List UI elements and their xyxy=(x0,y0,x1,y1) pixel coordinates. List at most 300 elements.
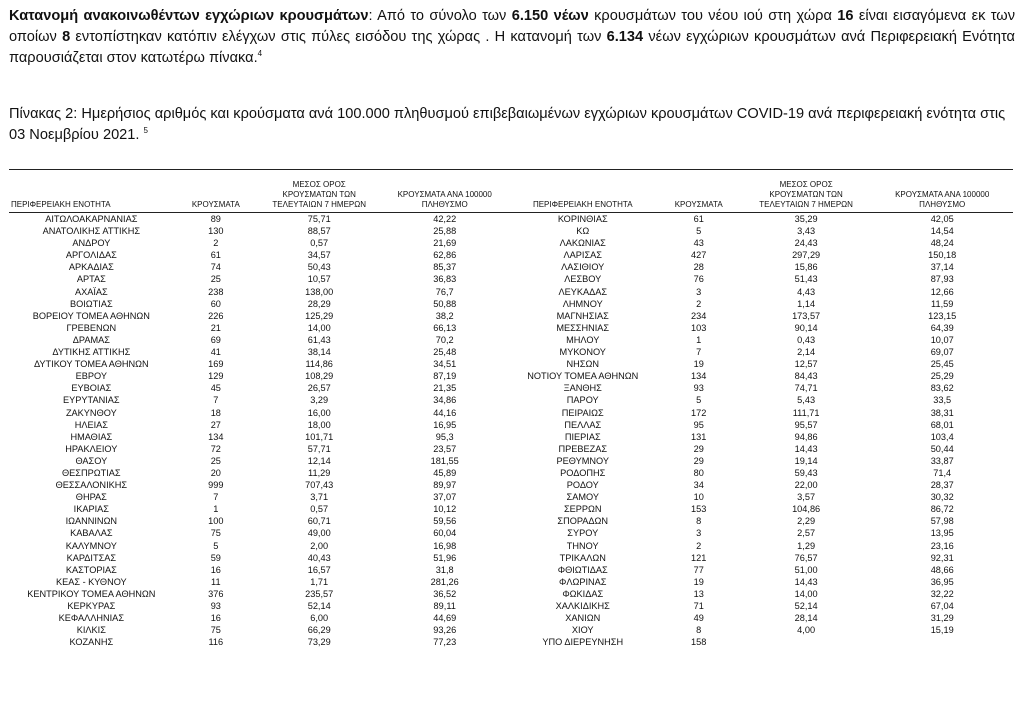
left-cases-cell: 93 xyxy=(210,601,221,611)
left-avg7-cell: 73,29 xyxy=(307,637,331,648)
table-row xyxy=(9,600,1013,612)
right-region-cell: ΣΠΟΡΑΔΩΝ xyxy=(557,516,609,527)
right-avg7-cell: 28,14 xyxy=(794,613,818,624)
left-cases-cell: 89 xyxy=(210,214,221,224)
header-per100k-left: ΚΡΟΥΣΜΑΤΑ ΑΝΑ 100000 ΠΛΗΘΥΣΜΟ xyxy=(380,170,509,213)
table-row xyxy=(9,286,1013,298)
right-region-cell: ΝΟΤΙΟΥ ΤΟΜΕΑ ΑΘΗΝΩΝ xyxy=(527,371,639,382)
right-avg7-cell: 22,00 xyxy=(794,480,818,491)
left-region-cell: ΑΡΚΑΔΙΑΣ xyxy=(68,262,114,273)
table-row xyxy=(9,407,1013,419)
right-cases-cell: 61 xyxy=(693,214,704,224)
right-cases-cell: 3 xyxy=(696,286,702,297)
right-per100k-cell: 28,37 xyxy=(930,480,954,491)
left-avg7-cell: 16,57 xyxy=(307,564,331,575)
right-avg7-cell: 4,43 xyxy=(797,286,816,297)
left-cases-cell: 75 xyxy=(210,528,221,539)
right-avg7-cell: 104,86 xyxy=(792,504,821,515)
left-cases-cell: 18 xyxy=(210,407,221,418)
left-region-cell: ΑΡΤΑΣ xyxy=(76,274,106,285)
right-per100k-cell: 123,15 xyxy=(928,310,957,321)
left-avg7-cell: 3,29 xyxy=(310,395,329,406)
left-per100k-cell: 60,04 xyxy=(433,528,457,539)
right-cases-cell: 103 xyxy=(691,322,707,333)
header-avg7-right: ΜΕΣΟΣ ΟΡΟΣ ΚΡΟΥΣΜΑΤΩΝ ΤΩΝ ΤΕΛΕΥΤΑΙΩΝ 7 ΗΜΕΡΩΝ xyxy=(741,170,872,213)
left-avg7-cell: 6,00 xyxy=(310,613,329,624)
left-per100k-cell: 21,69 xyxy=(433,238,457,249)
right-avg7-cell: 3,43 xyxy=(797,226,816,237)
left-region-cell: ΑΝΔΡΟΥ xyxy=(72,238,111,249)
right-per100k-cell: 71,4 xyxy=(933,467,952,478)
left-cases-cell: 134 xyxy=(208,431,224,442)
right-cases-cell: 121 xyxy=(691,552,707,563)
table-row xyxy=(9,455,1013,467)
table-row xyxy=(9,515,1013,527)
left-cases-cell: 27 xyxy=(210,419,221,430)
table-row xyxy=(9,624,1013,636)
left-avg7-cell: 101,71 xyxy=(305,431,334,442)
left-per100k-cell: 38,2 xyxy=(435,310,454,321)
left-per100k-cell: 16,95 xyxy=(433,419,457,430)
right-region-cell: ΚΩ xyxy=(576,226,590,237)
right-per100k-cell: 36,95 xyxy=(930,576,954,587)
right-region-cell: ΤΗΝΟΥ xyxy=(566,540,599,551)
left-region-cell: ΚΑΒΑΛΑΣ xyxy=(70,528,113,539)
right-avg7-cell: 59,43 xyxy=(794,467,818,478)
left-cases-cell: 129 xyxy=(208,371,224,382)
left-cases-cell: 238 xyxy=(208,286,224,297)
right-avg7-cell xyxy=(741,636,872,648)
table-caption xyxy=(9,104,1015,146)
table-row xyxy=(9,358,1013,370)
left-cases-cell: 45 xyxy=(210,383,221,394)
left-avg7-cell: 57,71 xyxy=(307,443,331,454)
left-region-cell: ΚΕΦΑΛΛΗΝΙΑΣ xyxy=(58,613,124,624)
right-per100k-cell: 38,31 xyxy=(930,407,954,418)
right-cases-cell: 8 xyxy=(696,625,702,636)
left-cases-cell: 60 xyxy=(210,298,221,309)
right-region-cell: ΝΗΣΩΝ xyxy=(566,359,599,370)
right-avg7-cell: 2,29 xyxy=(797,516,816,527)
left-region-cell: ΕΥΡΥΤΑΝΙΑΣ xyxy=(63,395,120,406)
table-row xyxy=(9,612,1013,624)
left-cases-cell: 100 xyxy=(208,516,224,527)
left-cases-cell: 25 xyxy=(210,274,221,285)
left-per100k-cell: 45,89 xyxy=(433,467,457,478)
left-region-cell: ΔΥΤΙΚΗΣ ΑΤΤΙΚΗΣ xyxy=(52,347,131,358)
table-row xyxy=(9,527,1013,539)
intro-label: Κατανομή ανακοινωθέντων εγχώριων κρουσμάτων xyxy=(9,8,369,24)
left-cases-cell: 69 xyxy=(210,334,221,345)
left-region-cell: ΔΥΤΙΚΟΥ ΤΟΜΕΑ ΑΘΗΝΩΝ xyxy=(33,359,149,370)
left-per100k-cell: 51,96 xyxy=(433,552,457,563)
left-region-cell: ΑΧΑΪΑΣ xyxy=(74,286,108,297)
left-region-cell: ΘΗΡΑΣ xyxy=(75,492,107,503)
right-region-cell: ΜΑΓΝΗΣΙΑΣ xyxy=(556,310,609,321)
right-cases-cell: 93 xyxy=(693,383,704,394)
left-cases-cell: 41 xyxy=(210,347,221,358)
table-row xyxy=(9,576,1013,588)
left-region-cell: ΙΩΑΝΝΙΝΩΝ xyxy=(65,516,118,527)
left-per100k-cell: 66,13 xyxy=(433,322,457,333)
right-avg7-cell: 95,57 xyxy=(794,419,818,430)
right-per100k-cell: 33,87 xyxy=(930,455,954,466)
table-row xyxy=(9,298,1013,310)
table-row xyxy=(9,479,1013,491)
cases-table-container xyxy=(9,169,1013,648)
right-per100k-cell: 23,16 xyxy=(930,540,954,551)
right-region-cell: ΥΠΟ ΔΙΕΡΕΥΝΗΣΗ xyxy=(542,637,624,648)
left-avg7-cell: 11,29 xyxy=(308,467,331,478)
right-avg7-cell: 173,57 xyxy=(792,310,821,321)
left-cases-cell: 74 xyxy=(210,262,221,273)
table-row xyxy=(9,322,1013,334)
left-avg7-cell: 14,00 xyxy=(307,322,331,333)
left-per100k-cell: 181,55 xyxy=(430,455,459,466)
left-region-cell: ΘΕΣΣΑΛΟΝΙΚΗΣ xyxy=(55,480,128,491)
left-avg7-cell: 28,29 xyxy=(307,298,331,309)
right-region-cell: ΠΙΕΡΙΑΣ xyxy=(564,431,601,442)
right-region-cell: ΠΡΕΒΕΖΑΣ xyxy=(558,443,608,454)
left-avg7-cell: 18,00 xyxy=(307,419,331,430)
left-region-cell: ΖΑΚΥΝΘΟΥ xyxy=(65,407,117,418)
right-cases-cell: 158 xyxy=(691,637,707,648)
right-region-cell: ΜΥΚΟΝΟΥ xyxy=(559,347,606,358)
header-region-right: ΠΕΡΙΦΕΡΕΙΑΚΗ ΕΝΟΤΗΤΑ xyxy=(509,170,657,213)
table-row xyxy=(9,491,1013,503)
right-cases-cell: 5 xyxy=(696,226,702,237)
right-per100k-cell: 11,59 xyxy=(931,298,954,309)
left-avg7-cell: 88,57 xyxy=(307,226,331,237)
right-region-cell: ΣΑΜΟΥ xyxy=(566,492,599,503)
left-region-cell: ΑΙΤΩΛΟΑΚΑΡΝΑΝΙΑΣ xyxy=(45,214,138,224)
left-cases-cell: 130 xyxy=(208,226,224,237)
right-cases-cell: 10 xyxy=(693,492,704,503)
right-per100k-cell: 37,14 xyxy=(930,262,954,273)
table-row xyxy=(9,467,1013,479)
right-per100k-cell xyxy=(871,636,1013,648)
domestic-cases: 6.134 xyxy=(606,29,644,45)
table-row xyxy=(9,225,1013,237)
left-cases-cell: 25 xyxy=(210,455,221,466)
left-cases-cell: 11 xyxy=(211,576,221,587)
right-per100k-cell: 33,5 xyxy=(933,395,952,406)
left-cases-cell: 72 xyxy=(210,443,221,454)
left-region-cell: ΑΡΓΟΛΙΔΑΣ xyxy=(65,250,117,261)
intro-footnote: 4 xyxy=(257,49,263,59)
right-per100k-cell: 30,32 xyxy=(930,492,954,503)
left-region-cell: ΒΟΙΩΤΙΑΣ xyxy=(69,298,113,309)
right-cases-cell: 8 xyxy=(696,516,702,527)
right-region-cell: ΛΕΣΒΟΥ xyxy=(564,274,602,285)
right-avg7-cell: 51,00 xyxy=(794,564,818,575)
left-per100k-cell: 36,52 xyxy=(433,588,457,599)
left-per100k-cell: 93,26 xyxy=(433,625,457,636)
right-region-cell: ΦΛΩΡΙΝΑΣ xyxy=(559,576,607,587)
right-cases-cell: 3 xyxy=(696,528,702,539)
right-region-cell: ΣΥΡΟΥ xyxy=(567,528,599,539)
right-per100k-cell: 31,29 xyxy=(930,613,954,624)
right-per100k-cell: 57,98 xyxy=(930,516,954,527)
right-region-cell: ΛΑΣΙΘΙΟΥ xyxy=(561,262,605,273)
table-row xyxy=(9,310,1013,322)
right-cases-cell: 13 xyxy=(693,588,704,599)
table-row xyxy=(9,419,1013,431)
right-per100k-cell: 150,18 xyxy=(928,250,957,261)
right-avg7-cell: 90,14 xyxy=(794,322,818,333)
left-region-cell: ΗΛΕΙΑΣ xyxy=(74,419,108,430)
left-cases-cell: 116 xyxy=(208,637,224,648)
left-region-cell: ΕΥΒΟΙΑΣ xyxy=(71,383,112,394)
left-avg7-cell: 108,29 xyxy=(305,371,334,382)
right-per100k-cell: 67,04 xyxy=(930,601,954,611)
right-avg7-cell: 4,00 xyxy=(797,625,816,636)
table-body xyxy=(9,213,1013,649)
right-avg7-cell: 5,43 xyxy=(797,395,816,406)
right-region-cell: ΧΑΝΙΩΝ xyxy=(565,613,601,624)
left-region-cell: ΚΑΡΔΙΤΣΑΣ xyxy=(66,552,117,563)
left-region-cell: ΚΕΑΣ - ΚΥΘΝΟΥ xyxy=(55,576,127,587)
left-per100k-cell: 70,2 xyxy=(435,334,454,345)
right-cases-cell: 134 xyxy=(691,371,707,382)
right-region-cell: ΜΕΣΣΗΝΙΑΣ xyxy=(556,322,610,333)
left-per100k-cell: 25,48 xyxy=(433,347,457,358)
left-per100k-cell: 50,88 xyxy=(433,298,457,309)
left-region-cell: ΚΕΡΚΥΡΑΣ xyxy=(67,601,116,611)
table-row xyxy=(9,346,1013,358)
left-region-cell: ΚΑΛΥΜΝΟΥ xyxy=(65,540,117,551)
left-per100k-cell: 23,57 xyxy=(433,443,457,454)
right-cases-cell: 427 xyxy=(691,250,707,261)
header-cases-right: ΚΡΟΥΣΜΑΤΑ xyxy=(657,170,741,213)
right-avg7-cell: 52,14 xyxy=(794,601,818,611)
right-avg7-cell: 84,43 xyxy=(794,371,818,382)
right-avg7-cell: 1,14 xyxy=(797,298,816,309)
right-region-cell: ΦΩΚΙΔΑΣ xyxy=(562,588,604,599)
right-avg7-cell: 35,29 xyxy=(794,214,818,224)
left-cases-cell: 16 xyxy=(210,613,221,624)
left-region-cell: ΒΟΡΕΙΟΥ ΤΟΜΕΑ ΑΘΗΝΩΝ xyxy=(32,310,150,321)
right-per100k-cell: 87,93 xyxy=(930,274,954,285)
right-per100k-cell: 50,44 xyxy=(930,443,954,454)
table-row xyxy=(9,213,1013,226)
left-per100k-cell: 77,23 xyxy=(433,637,457,648)
right-avg7-cell: 297,29 xyxy=(792,250,821,261)
table-row xyxy=(9,334,1013,346)
right-per100k-cell: 32,22 xyxy=(930,588,954,599)
right-avg7-cell: 1,29 xyxy=(797,540,816,551)
left-region-cell: ΙΚΑΡΙΑΣ xyxy=(73,504,109,515)
right-per100k-cell: 10,07 xyxy=(930,334,954,345)
left-cases-cell: 16 xyxy=(210,564,221,575)
intro-paragraph xyxy=(9,6,1015,69)
right-cases-cell: 95 xyxy=(693,419,704,430)
left-avg7-cell: 60,71 xyxy=(307,516,331,527)
left-avg7-cell: 2,00 xyxy=(310,540,329,551)
right-region-cell: ΧΑΛΚΙΔΙΚΗΣ xyxy=(555,601,610,611)
right-cases-cell: 131 xyxy=(691,431,707,442)
table-header-row xyxy=(9,170,1013,213)
total-new-cases: 6.150 νέων xyxy=(511,8,589,24)
left-avg7-cell: 138,00 xyxy=(305,286,334,297)
cases-at-gates: 8 xyxy=(62,29,71,45)
right-cases-cell: 76 xyxy=(693,274,704,285)
left-region-cell: ΔΡΑΜΑΣ xyxy=(72,334,110,345)
right-cases-cell: 172 xyxy=(691,407,707,418)
left-avg7-cell: 0,57 xyxy=(310,504,329,515)
left-cases-cell: 7 xyxy=(213,395,219,406)
left-avg7-cell: 50,43 xyxy=(307,262,331,273)
table-row xyxy=(9,273,1013,285)
right-per100k-cell: 14,54 xyxy=(930,226,954,237)
left-region-cell: ΘΕΣΠΡΩΤΙΑΣ xyxy=(62,467,121,478)
right-per100k-cell: 25,45 xyxy=(930,359,954,370)
right-cases-cell: 49 xyxy=(693,613,704,624)
left-cases-cell: 2 xyxy=(213,238,219,249)
right-cases-cell: 7 xyxy=(696,347,702,358)
left-avg7-cell: 707,43 xyxy=(305,480,334,491)
left-per100k-cell: 10,12 xyxy=(433,504,457,515)
left-avg7-cell: 114,86 xyxy=(305,359,333,370)
intro-text-4: εντοπίστηκαν κατόπιν ελέγχων στις πύλες εισόδου της χώρας . Η κατανομή των xyxy=(70,29,607,45)
intro-text-1: : Από το σύνολο των xyxy=(368,8,512,24)
left-cases-cell: 61 xyxy=(210,250,221,261)
right-avg7-cell: 14,43 xyxy=(794,443,818,454)
left-per100k-cell: 44,16 xyxy=(433,407,457,418)
right-avg7-cell: 0,43 xyxy=(797,334,816,345)
header-per100k-right: ΚΡΟΥΣΜΑΤΑ ΑΝΑ 100000 ΠΛΗΘΥΣΜΟ xyxy=(871,170,1013,213)
right-avg7-cell: 12,57 xyxy=(794,359,818,370)
right-avg7-cell: 19,14 xyxy=(794,455,818,466)
left-avg7-cell: 34,57 xyxy=(307,250,331,261)
left-region-cell: ΗΡΑΚΛΕΙΟΥ xyxy=(65,443,118,454)
right-per100k-cell: 12,66 xyxy=(930,286,954,297)
left-per100k-cell: 281,26 xyxy=(430,576,459,587)
left-cases-cell: 20 xyxy=(210,467,221,478)
left-avg7-cell: 10,57 xyxy=(307,274,331,285)
left-per100k-cell: 89,97 xyxy=(433,480,457,491)
left-avg7-cell: 12,14 xyxy=(307,455,331,466)
right-per100k-cell: 83,62 xyxy=(930,383,954,394)
left-cases-cell: 59 xyxy=(210,552,221,563)
left-cases-cell: 1 xyxy=(213,504,219,515)
right-region-cell: ΤΡΙΚΑΛΩΝ xyxy=(559,552,606,563)
right-avg7-cell: 74,71 xyxy=(794,383,818,394)
right-region-cell: ΠΑΡΟΥ xyxy=(566,395,599,406)
left-avg7-cell: 38,14 xyxy=(307,347,331,358)
right-avg7-cell: 3,57 xyxy=(797,492,816,503)
right-per100k-cell: 42,05 xyxy=(930,214,954,224)
left-avg7-cell: 52,14 xyxy=(307,601,331,611)
right-per100k-cell: 25,29 xyxy=(930,371,954,382)
left-per100k-cell: 44,69 xyxy=(433,613,457,624)
right-region-cell: ΛΕΥΚΑΔΑΣ xyxy=(558,286,608,297)
left-region-cell: ΚΕΝΤΡΙΚΟΥ ΤΟΜΕΑ ΑΘΗΝΩΝ xyxy=(27,588,156,599)
table-row xyxy=(9,370,1013,382)
left-cases-cell: 7 xyxy=(213,492,219,503)
left-region-cell: ΚΑΣΤΟΡΙΑΣ xyxy=(65,564,117,575)
right-region-cell: ΡΟΔΟΥ xyxy=(566,480,599,491)
left-per100k-cell: 31,8 xyxy=(435,564,454,575)
table-row xyxy=(9,588,1013,600)
right-per100k-cell: 69,07 xyxy=(930,347,954,358)
left-avg7-cell: 75,71 xyxy=(307,214,331,224)
left-region-cell: ΚΟΖΑΝΗΣ xyxy=(69,637,114,648)
right-region-cell: ΚΟΡΙΝΘΙΑΣ xyxy=(557,214,608,224)
caption-text: Πίνακας 2: Ημερήσιος αριθμός και κρούσματα ανά 100.000 πληθυσμού επιβεβαιωμένων εγχώριων κρουσμάτων COVID-19 ανά περιφερειακή ενότητα στις 03 Νοεμβρίου 2021. xyxy=(9,106,1006,143)
header-region-left: ΠΕΡΙΦΕΡΕΙΑΚΗ ΕΝΟΤΗΤΑ xyxy=(9,170,174,213)
left-per100k-cell: 85,37 xyxy=(433,262,457,273)
left-per100k-cell: 36,83 xyxy=(433,274,457,285)
left-avg7-cell: 125,29 xyxy=(305,310,334,321)
left-per100k-cell: 95,3 xyxy=(435,431,454,442)
right-per100k-cell: 103,4 xyxy=(930,431,954,442)
right-cases-cell: 43 xyxy=(693,238,704,249)
right-region-cell: ΦΘΙΩΤΙΔΑΣ xyxy=(557,564,608,575)
right-per100k-cell: 48,66 xyxy=(930,564,954,575)
right-per100k-cell: 15,19 xyxy=(930,625,954,636)
left-region-cell: ΕΒΡΟΥ xyxy=(75,371,107,382)
right-avg7-cell: 111,71 xyxy=(792,407,820,418)
left-per100k-cell: 34,86 xyxy=(433,395,457,406)
right-avg7-cell: 51,43 xyxy=(794,274,818,285)
left-cases-cell: 376 xyxy=(208,588,224,599)
left-region-cell: ΘΑΣΟΥ xyxy=(75,455,108,466)
table-row xyxy=(9,382,1013,394)
right-region-cell: ΡΕΘΥΜΝΟΥ xyxy=(556,455,609,466)
left-avg7-cell: 235,57 xyxy=(305,588,334,599)
right-cases-cell: 153 xyxy=(691,504,707,515)
right-cases-cell: 2 xyxy=(696,540,702,551)
left-avg7-cell: 26,57 xyxy=(307,383,331,394)
right-avg7-cell: 15,86 xyxy=(794,262,818,273)
table-row xyxy=(9,237,1013,249)
right-cases-cell: 29 xyxy=(693,455,704,466)
right-region-cell: ΛΑΡΙΣΑΣ xyxy=(563,250,602,261)
right-region-cell: ΠΕΛΛΑΣ xyxy=(564,419,602,430)
table-row xyxy=(9,261,1013,273)
right-cases-cell: 77 xyxy=(693,564,704,575)
right-per100k-cell: 64,39 xyxy=(930,322,954,333)
left-per100k-cell: 59,56 xyxy=(433,516,457,527)
right-cases-cell: 1 xyxy=(696,334,702,345)
intro-text-5: νέων εγχώριων κρουσμάτων ανά Περιφερειακή Ενότητα παρουσιάζεται στον κατωτέρω πίνακα. xyxy=(9,29,1015,66)
left-avg7-cell: 61,43 xyxy=(307,334,331,345)
table-row xyxy=(9,394,1013,406)
left-avg7-cell: 66,29 xyxy=(307,625,331,636)
right-cases-cell: 71 xyxy=(693,601,704,611)
right-region-cell: ΧΙΟΥ xyxy=(571,625,594,636)
right-region-cell: ΡΟΔΟΠΗΣ xyxy=(560,467,606,478)
header-cases-left: ΚΡΟΥΣΜΑΤΑ xyxy=(174,170,258,213)
right-cases-cell: 5 xyxy=(696,395,702,406)
left-cases-cell: 21 xyxy=(210,322,221,333)
right-per100k-cell: 48,24 xyxy=(930,238,954,249)
table-row xyxy=(9,636,1013,648)
right-region-cell: ΠΕΙΡΑΙΩΣ xyxy=(561,407,604,418)
left-per100k-cell: 34,51 xyxy=(433,359,457,370)
right-region-cell: ΞΑΝΘΗΣ xyxy=(563,383,602,394)
left-region-cell: ΚΙΛΚΙΣ xyxy=(76,625,106,636)
left-cases-cell: 226 xyxy=(208,310,224,321)
table-row xyxy=(9,540,1013,552)
left-per100k-cell: 76,7 xyxy=(435,286,454,297)
left-cases-cell: 75 xyxy=(210,625,221,636)
header-avg7-left: ΜΕΣΟΣ ΟΡΟΣ ΚΡΟΥΣΜΑΤΩΝ ΤΩΝ ΤΕΛΕΥΤΑΙΩΝ 7 ΗΜΕΡΩΝ xyxy=(258,170,380,213)
left-per100k-cell: 25,88 xyxy=(433,226,457,237)
right-avg7-cell: 14,43 xyxy=(794,576,818,587)
right-per100k-cell: 13,95 xyxy=(930,528,954,539)
